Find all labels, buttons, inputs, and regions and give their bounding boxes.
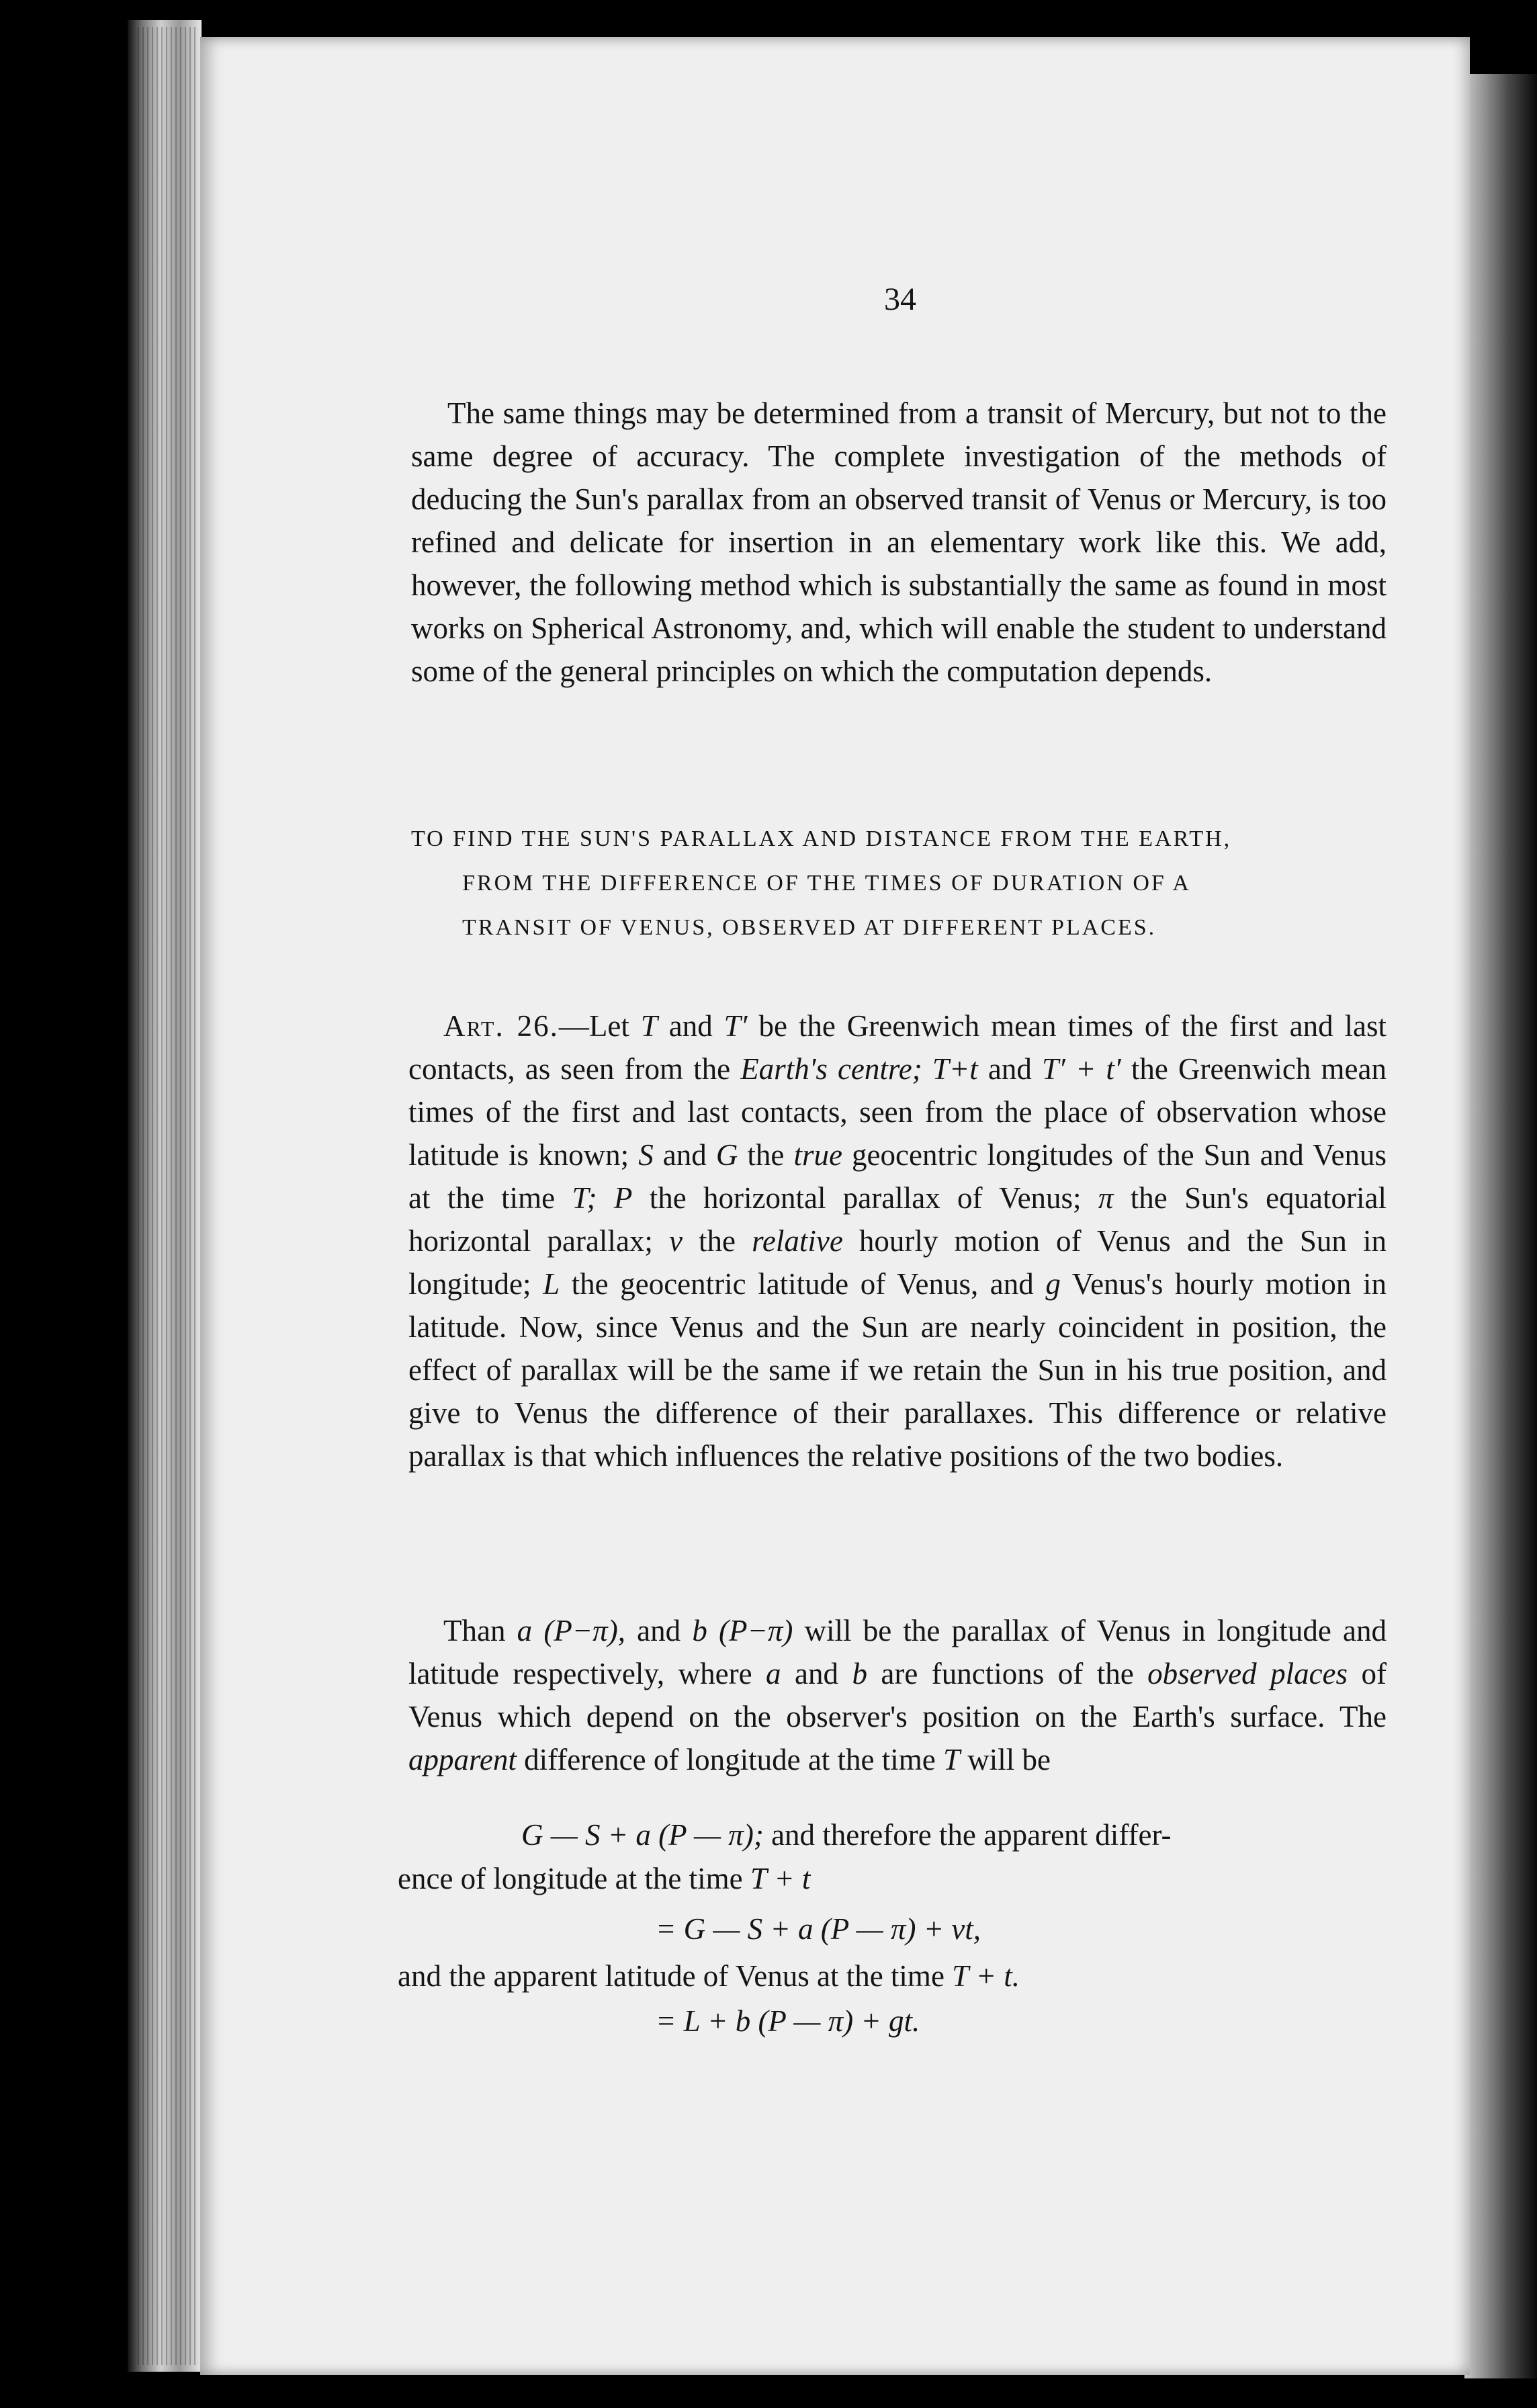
equation-1-continuation — [398, 1861, 810, 1896]
symbol-G: G — [715, 1138, 738, 1172]
right-page-edge — [1464, 74, 1537, 2378]
equation-1-cont-math: T + t — [750, 1862, 811, 1895]
article-text: the — [738, 1138, 794, 1172]
symbol-a: a — [766, 1657, 781, 1690]
equation-3 — [656, 2004, 920, 2038]
expr-b-parallax: b (P−π) — [692, 1614, 793, 1647]
article-text: the — [682, 1224, 752, 1258]
symbol-T: T — [943, 1743, 961, 1776]
heading-line-2: FROM THE DIFFERENCE OF THE TIMES OF DURATION OF A — [462, 871, 1191, 896]
latitude-line — [398, 1959, 1020, 1993]
equation-2 — [656, 1911, 981, 1946]
article-26-paragraph — [408, 1004, 1387, 1477]
article-text: geocentric longitudes of the Sun and Venus at the time — [408, 1138, 1387, 1215]
apparent-italic: apparent — [408, 1743, 517, 1776]
article-text: the Sun's equatorial horizontal parallax; — [408, 1181, 1387, 1258]
paragraph-text: and — [625, 1614, 693, 1647]
equation-3-math: = L + b (P — π) + gt. — [656, 2004, 920, 2038]
article-text: the geocentric latitude of Venus, and — [560, 1267, 1046, 1301]
article-text — [922, 1052, 932, 1086]
article-text: and — [977, 1052, 1042, 1086]
paragraph-text: Than — [443, 1614, 517, 1647]
page-stack-lines — [138, 27, 198, 2365]
symbol-T-plus-t: T+t — [932, 1052, 978, 1086]
paragraph-text: are functions of the — [867, 1657, 1148, 1690]
symbol-T: T — [640, 1009, 658, 1043]
expr-a-parallax: a (P−π), — [517, 1614, 625, 1647]
paragraph-text: difference of longitude at the time — [516, 1743, 944, 1776]
article-text: —Let — [558, 1009, 641, 1043]
symbol-pi: π — [1098, 1181, 1114, 1215]
equation-2-math: = G — S + a (P — π) + vt, — [656, 1912, 981, 1946]
paragraph-text: of Venus which depend on the observer's position on the Earth's surface. The — [408, 1657, 1387, 1733]
symbol-b: b — [852, 1657, 867, 1690]
latitude-math: T + t. — [952, 1959, 1020, 1993]
earths-centre-italic: Earth's centre; — [740, 1052, 922, 1086]
relative-italic: relative — [752, 1224, 843, 1258]
paragraph-text: will be — [960, 1743, 1051, 1776]
latitude-text: and the apparent latitude of Venus at the time — [398, 1959, 953, 1993]
symbol-v: v — [668, 1224, 683, 1258]
article-text: hourly motion of Venus and the Sun in longitude; — [408, 1224, 1387, 1301]
equation-1-text: and therefore the apparent differ- — [763, 1818, 1172, 1852]
symbol-T-prime: T′ — [723, 1009, 748, 1043]
article-text: and — [653, 1138, 716, 1172]
observed-places-italic: observed places — [1147, 1657, 1348, 1690]
article-text: and — [657, 1009, 724, 1043]
symbol-T-prime-plus-t-prime: T′ + t′ — [1041, 1052, 1121, 1086]
symbol-S: S — [638, 1138, 654, 1172]
article-text: the horizontal parallax of Venus; — [632, 1181, 1098, 1215]
symbol-L: L — [543, 1267, 560, 1301]
article-text: the Greenwich mean times of the first and last contacts, seen from the place of observation whose latitude is known; — [408, 1052, 1387, 1172]
equation-1-math: G — S + a (P — π); — [521, 1818, 764, 1852]
symbol-T-P: T; P — [572, 1181, 633, 1215]
equation-1 — [521, 1817, 1172, 1852]
paragraph-text: and — [781, 1657, 852, 1690]
article-text: Venus's hourly motion in latitude. Now, since Venus and the Sun are nearly coincident in position, the effect of parallax will be the same if we retain the Sun in his true position, and give to Venus the difference of their parallaxes. This difference or relative parallax is that which influences the relative positions of the two bodies. — [408, 1267, 1387, 1473]
article-text: be the Greenwich mean times of the first and last contacts, as seen from the — [408, 1009, 1387, 1086]
page-number: 34 — [884, 282, 916, 317]
symbol-g: g — [1045, 1267, 1061, 1301]
heading-line-3: TRANSIT OF VENUS, OBSERVED AT DIFFERENT PLACES. — [462, 915, 1157, 940]
paragraph-text: will be the parallax of Venus in longitude and latitude respectively, where — [408, 1614, 1387, 1690]
heading-line-1: TO FIND THE SUN'S PARALLAX AND DISTANCE FROM THE EARTH, — [411, 826, 1232, 851]
intro-paragraph: The same things may be determined from a transit of Mercury, but not to the same degree of accuracy. The complete investigation of the methods of deducing the Sun's parallax from an observed transit of Venus or Mercury, is too refined and delicate for insertion in an elementary work like this. We add, however, the following method which is substantially the same as found in most works on Spherical Astronomy, and, which will enable the student to understand some of the general principles on which the computation depends. — [411, 396, 1387, 688]
true-italic: true — [793, 1138, 842, 1172]
equation-1-cont-text: ence of longitude at the time — [398, 1862, 750, 1895]
section-heading — [411, 817, 1387, 950]
article-label: Art. 26. — [443, 1009, 559, 1043]
parallax-paragraph — [408, 1609, 1387, 1781]
